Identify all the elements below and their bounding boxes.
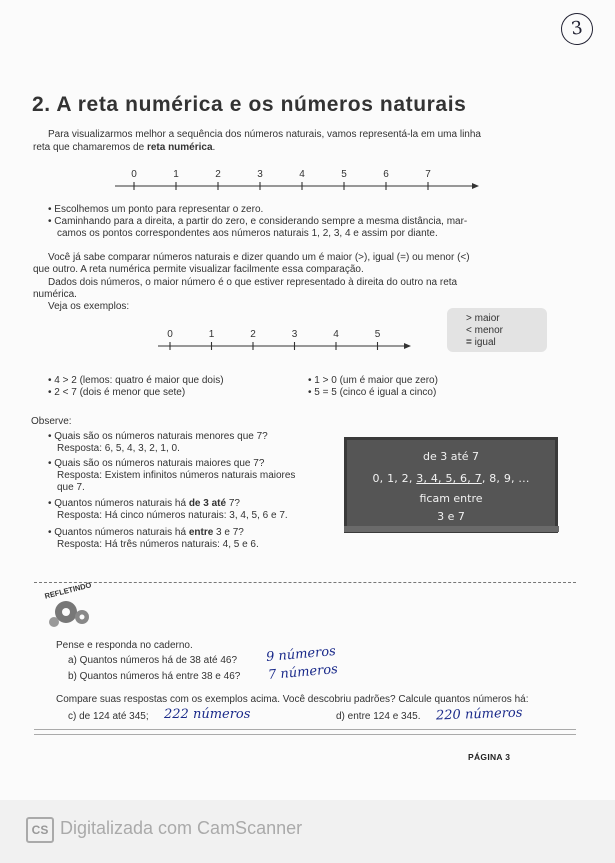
number-line-1 <box>110 164 480 200</box>
question-c: c) de 124 até 345; <box>68 711 149 722</box>
observe-a3: Resposta: Há cinco números naturais: 3, 4, 5, 6 e 7. <box>57 510 288 521</box>
legend-label: menor <box>474 325 503 336</box>
compare-line-1: Você já sabe comparar números naturais e dizer quando um é maior (>), igual (=) ou menor (<) <box>48 252 470 263</box>
board-seq-underlined: 3, 4, 5, 6, 7 <box>416 472 482 485</box>
number-line-label: 1 <box>173 169 179 180</box>
board-seq-after: , 8, 9, ... <box>481 472 530 485</box>
legend-symbol: > <box>466 313 472 324</box>
number-line-label: 4 <box>333 329 339 340</box>
number-line-label: 1 <box>208 329 215 340</box>
observe-q2: • Quais são os números naturais maiores que 7? <box>48 458 265 469</box>
legend-igual <box>466 337 496 348</box>
observe-q3 <box>48 498 240 511</box>
example-left-1: • 4 > 2 (lemos: quatro é maior que dois) <box>48 375 224 386</box>
number-line-label: 0 <box>167 329 173 340</box>
chalkboard-ledge <box>344 526 559 532</box>
observe-a2: Resposta: Existem infinitos números naturais maiores <box>57 470 296 481</box>
q4-bold: entre <box>188 527 214 538</box>
number-line-label: 0 <box>131 169 137 180</box>
example-left-2: • 2 < 7 (dois é menor que sete) <box>48 387 186 398</box>
intro-bold-term: reta numérica <box>146 142 213 153</box>
question-a: a) Quantos números há de 38 até 46? <box>68 655 238 666</box>
legend-maior <box>466 313 500 324</box>
intro-period: . <box>212 142 216 153</box>
number-line-label: 5 <box>374 329 381 340</box>
number-line-2 <box>150 324 412 358</box>
observe-label: Observe: <box>31 416 72 427</box>
board-sequence <box>347 472 555 485</box>
handwritten-answer-a: 9 números <box>265 643 337 666</box>
number-line-label: 2 <box>215 169 221 180</box>
refletindo-intro: Pense e responda no caderno. <box>56 640 193 651</box>
example-right-2: • 5 = 5 (cinco é igual a cinco) <box>308 387 437 398</box>
legend-label: maior <box>474 313 500 324</box>
compare-line-3: Dados dois números, o maior número é o que estiver representado à direita do outro na reta <box>48 277 458 288</box>
compare-line-2: que outro. A reta numérica permite visualizar facilmente essa comparação. <box>33 264 364 275</box>
question-b: b) Quantos números há entre 38 e 46? <box>68 671 241 682</box>
observe-a2-cont: que 7. <box>57 482 85 493</box>
number-line-label: 3 <box>257 169 263 180</box>
handwritten-answer-c: 222 números <box>164 707 251 722</box>
comparison-legend <box>447 308 547 352</box>
number-line-label: 4 <box>299 169 305 180</box>
q4-end: 3 e 7? <box>213 527 244 538</box>
intro-text: reta que chamaremos de <box>33 142 147 153</box>
number-line-label: 3 <box>291 329 298 340</box>
observe-a1: Resposta: 6, 5, 4, 3, 2, 1, 0. <box>57 443 180 454</box>
compare-line-4: numérica. <box>33 289 77 300</box>
refletindo-badge: REFLETINDO <box>43 580 93 601</box>
number-line-label: 5 <box>341 169 347 180</box>
question-d: d) entre 124 e 345. <box>336 711 421 722</box>
board-line-3: ficam entre <box>419 492 483 505</box>
bullet-2: • Caminhando para a direita, a partir do zero, e considerando sempre a mesma distância, mar- <box>48 216 468 227</box>
example-right-1: • 1 > 0 (um é maior que zero) <box>308 375 438 386</box>
compare-line-5: Veja os exemplos: <box>48 301 130 312</box>
observe-a4: Resposta: Há três números naturais: 4, 5 e 6. <box>57 539 259 550</box>
legend-symbol: = <box>466 337 472 348</box>
bullet-1: • Escolhemos um ponto para representar o zero. <box>48 204 264 215</box>
section-title: 2. A reta numérica e os números naturais <box>32 93 467 116</box>
camscanner-logo: CS <box>26 817 54 843</box>
number-line-label: 6 <box>383 169 389 180</box>
q4-text: • Quantos números naturais há <box>48 527 189 538</box>
handwritten-answer-b: 7 números <box>267 661 339 684</box>
page-label: PÁGINA 3 <box>468 752 511 762</box>
observe-q1: • Quais são os números naturais menores que 7? <box>48 431 268 442</box>
board-line-4: 3 e 7 <box>437 510 465 523</box>
q3-text: • Quantos números naturais há <box>48 498 189 509</box>
chalkboard <box>344 437 558 533</box>
number-line-label: 2 <box>250 329 256 340</box>
legend-symbol: < <box>466 325 472 336</box>
camscanner-watermark: Digitalizada com CamScanner <box>60 818 303 838</box>
bullet-2-cont: camos os pontos correspondentes aos números naturais 1, 2, 3, 4 e assim por diante. <box>57 228 438 239</box>
compare-question: Compare suas respostas com os exemplos acima. Você descobriu padrões? Calcule quantos números há: <box>56 694 529 705</box>
q3-end: 7? <box>226 498 240 509</box>
refletindo-bottom-rule <box>34 729 576 735</box>
board-line-1: de 3 até 7 <box>422 450 480 463</box>
handwritten-page-number: 3 <box>559 11 595 47</box>
intro-line-1: Para visualizarmos melhor a sequência dos números naturais, vamos representá-la em uma linha <box>48 129 481 140</box>
board-seq-before: 0, 1, 2, <box>372 472 417 485</box>
q3-bold: de 3 até <box>188 498 227 509</box>
intro-line-2 <box>33 142 215 155</box>
number-line-label: 7 <box>425 169 431 180</box>
legend-label: igual <box>474 337 496 348</box>
handwritten-answer-d: 220 números <box>435 705 523 724</box>
observe-q4 <box>48 527 244 540</box>
legend-menor <box>466 325 503 336</box>
